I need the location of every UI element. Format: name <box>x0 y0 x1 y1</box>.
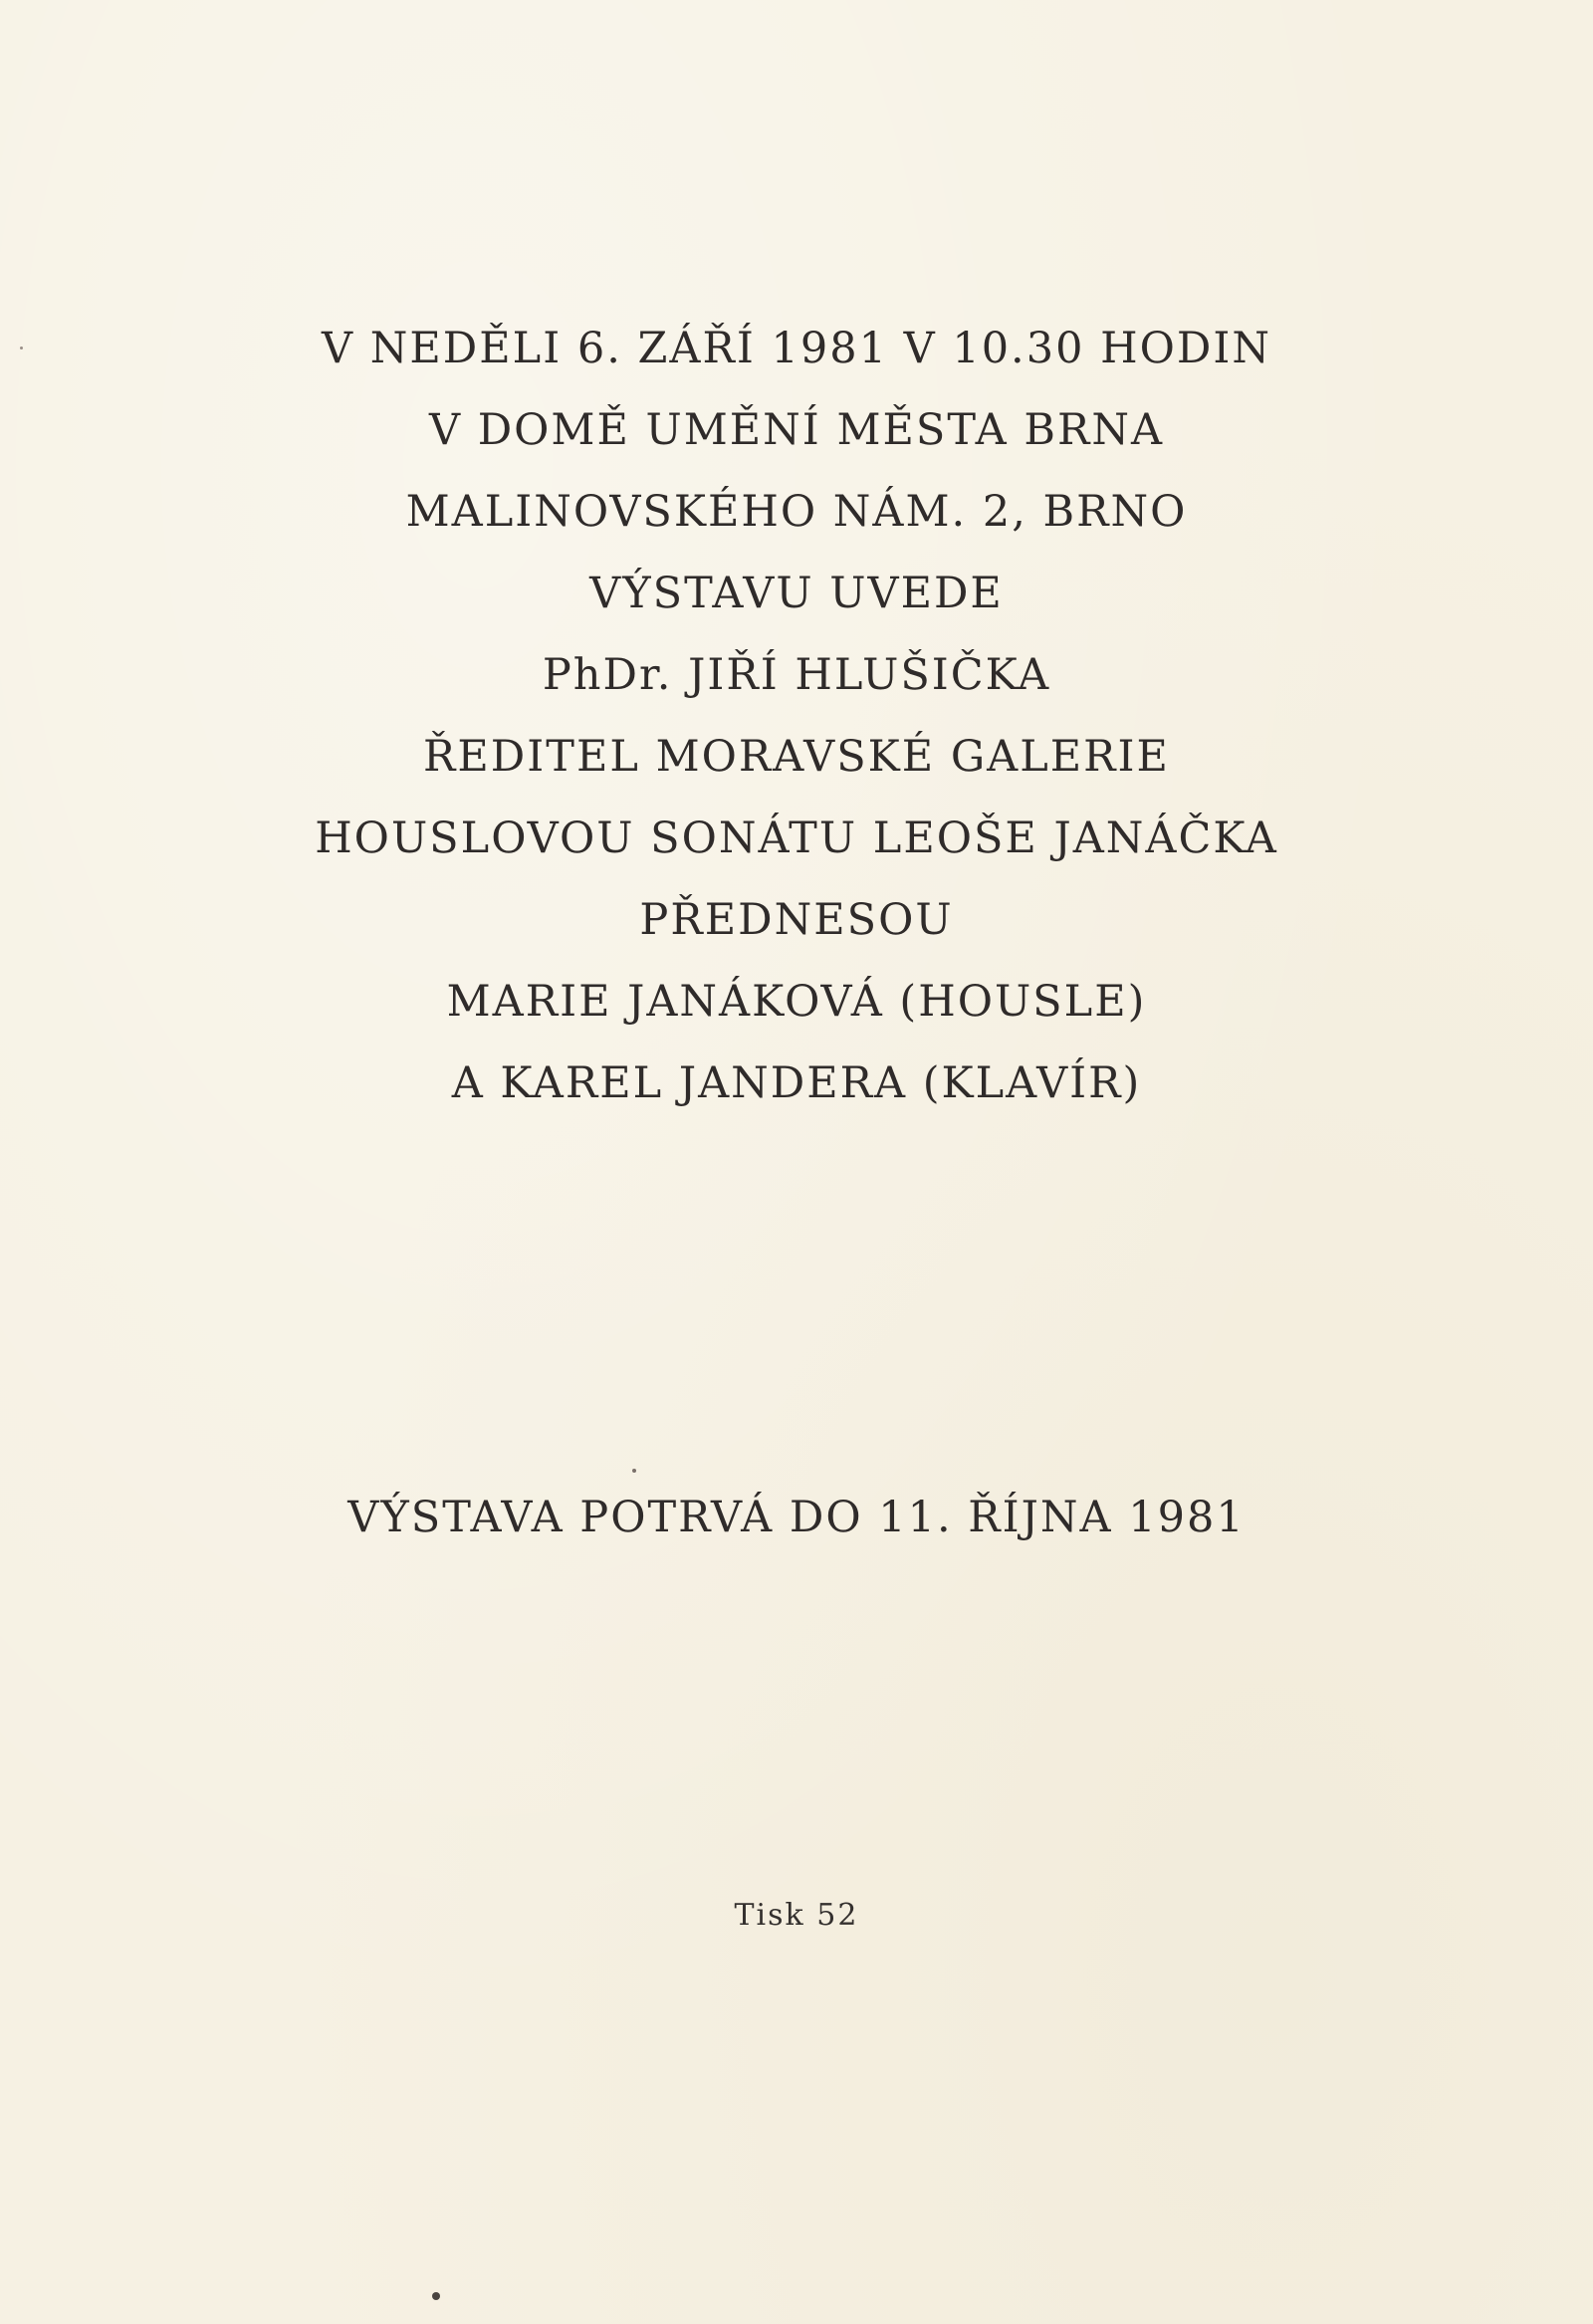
closing-date-line: VÝSTAVA POTRVÁ DO 11. ŘÍJNA 1981 <box>347 1493 1246 1542</box>
speaker-title: ŘEDITEL MORAVSKÉ GALERIE <box>423 732 1170 782</box>
event-date-line: V NEDĚLI 6. ZÁŘÍ 1981 V 10.30 HODIN <box>322 324 1271 373</box>
print-number: Tisk 52 <box>734 1898 859 1933</box>
music-program-line: HOUSLOVOU SONÁTU LEOŠE JANÁČKA <box>315 813 1278 863</box>
speaker-name: PhDr. JIŘÍ HLUŠIČKA <box>542 650 1051 700</box>
venue-line: V DOMĚ UMĚNÍ MĚSTA BRNA <box>428 405 1165 455</box>
pianist-line: A KAREL JANDERA (KLAVÍR) <box>451 1058 1142 1108</box>
paper-speck <box>432 2292 440 2300</box>
opening-line: VÝSTAVU UVEDE <box>589 569 1004 618</box>
paper-speck <box>20 347 23 349</box>
event-details <box>0 321 1593 1137</box>
exhibition-duration <box>0 1490 1593 1549</box>
violinist-line: MARIE JANÁKOVÁ (HOUSLE) <box>446 977 1147 1027</box>
paper-speck <box>632 1469 636 1473</box>
performers-intro: PŘEDNESOU <box>639 895 954 945</box>
address-line: MALINOVSKÉHO NÁM. 2, BRNO <box>405 487 1188 537</box>
